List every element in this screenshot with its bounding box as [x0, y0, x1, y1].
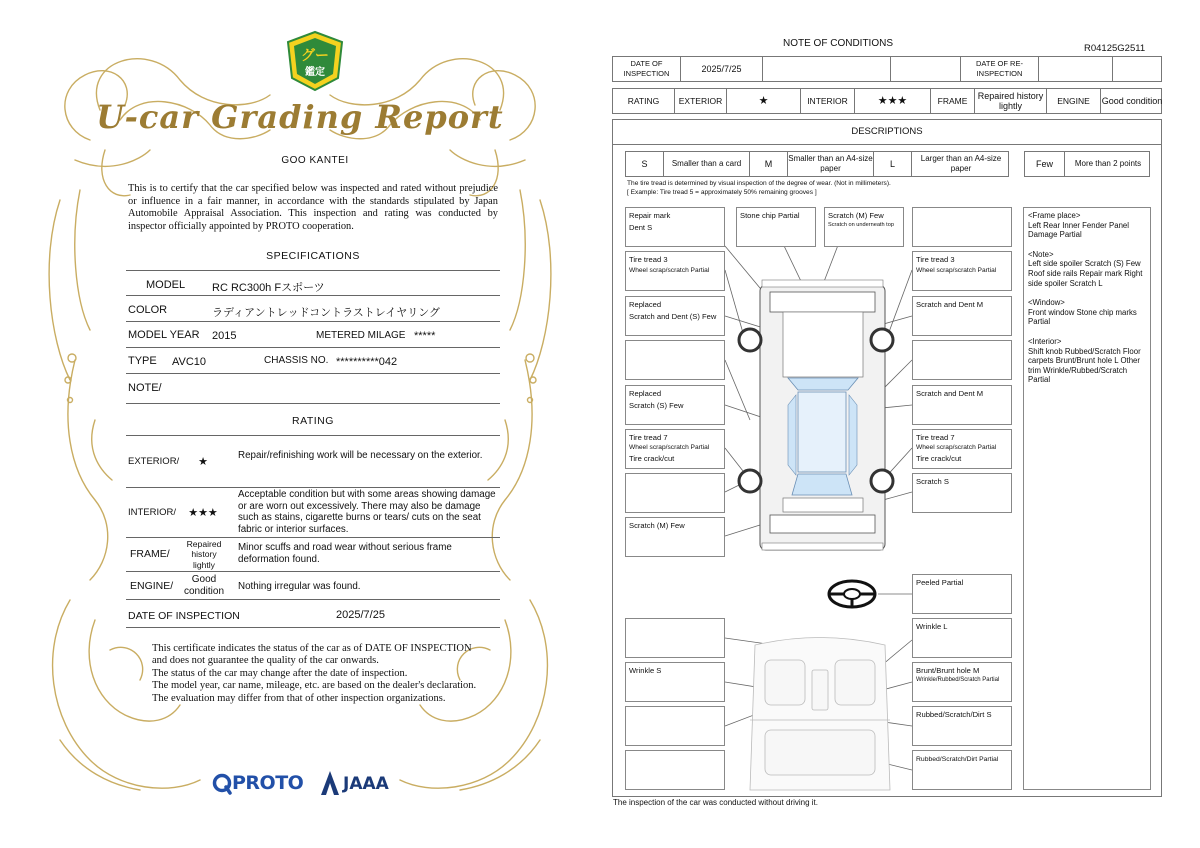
damage-box-headliner — [912, 618, 1012, 658]
frame-value: Repaired history lightly — [975, 89, 1047, 113]
rating-label: RATING — [613, 89, 675, 113]
damage-box-driver-seat — [625, 662, 725, 702]
damage-text: Stone chip Partial — [740, 211, 800, 220]
svg-text:鑑定: 鑑定 — [305, 67, 325, 78]
reference-number: R04125G2511 — [1084, 43, 1146, 54]
damage-box-rear-right — [912, 473, 1012, 513]
goo-kantei-seal-icon — [286, 30, 344, 92]
certification-statement: This is to certify that the car specified below was inspected and rated without prejudice or influence in a fair manner, in accordance with the standards stipulated by Japan Automobile Appraisal Association. This inspection and rating was conducted by inspector officially appointed by PROTO cooperation. — [128, 183, 498, 232]
damage-text: Peeled Partial — [916, 578, 964, 587]
damage-box-left-fender — [625, 296, 725, 336]
note-frame — [1028, 211, 1146, 240]
exterior-stars: ★ — [727, 89, 801, 113]
descriptions-heading: DESCRIPTIONS — [612, 119, 1162, 145]
spec-row-model — [126, 270, 500, 296]
damage-box-front-left-tire — [625, 251, 725, 291]
damage-box-floor — [912, 662, 1012, 702]
interior-stars: ★★★ — [188, 507, 218, 519]
sheet-footer: The inspection of the car was conducted without driving it. — [613, 798, 818, 807]
reinspection-label: DATE OF RE-INSPECTION — [961, 57, 1039, 81]
engine-label: ENGINE/ — [130, 580, 174, 592]
interior-description: Acceptable condition but with some areas showing damage or are worn out excessively. There may also be damage such as stains, cigarette burns or tears/ cuts on the seat fabric or interior surfaces. — [238, 489, 496, 535]
chassis-label: CHASSIS NO. — [264, 355, 329, 366]
spec-row-note — [126, 374, 500, 404]
disclaimer — [152, 643, 482, 705]
color-label: COLOR — [128, 304, 168, 316]
legend-few-desc: More than 2 points — [1074, 159, 1142, 168]
date-label: DATE OF INSPECTION — [613, 57, 681, 81]
exterior-stars: ★ — [198, 456, 208, 468]
engine-description: Nothing irregular was found. — [238, 581, 361, 592]
proto-logo-text: PROTO — [232, 772, 304, 794]
damage-text: Scratch on underneath top — [828, 222, 894, 228]
note-window — [1028, 298, 1146, 327]
note-text: Left side spoiler Scratch (S) Few Roof side rails Repair mark Right side spoiler Scratch L — [1028, 259, 1143, 288]
engine-label: ENGINE — [1047, 89, 1101, 113]
disclaimer-line: The model year, car name, mileage, etc. are based on the dealer's declaration. — [152, 680, 477, 692]
type-value: AVC10 — [172, 356, 207, 368]
damage-text: Scratch and Dent M — [916, 300, 984, 309]
damage-text: Wrinkle S — [629, 666, 662, 675]
model-year-label: MODEL YEAR — [128, 329, 200, 341]
car-body-icon — [760, 280, 885, 550]
damage-box-rear-bumper — [625, 517, 725, 557]
damage-text: Scratch and Dent (S) Few — [629, 312, 717, 321]
disclaimer-line: The status of the car may change after the date of inspection. — [152, 667, 408, 679]
damage-box-empty — [912, 207, 1012, 247]
spec-row-type — [126, 348, 500, 374]
metered-value: ***** — [414, 330, 436, 342]
damage-text: Wrinkle/Rubbed/Scratch Partial — [916, 677, 1000, 683]
note-label: NOTE/ — [128, 382, 162, 394]
rating-row-engine — [126, 572, 500, 600]
damage-text: Replaced — [629, 389, 662, 398]
damage-box-rear-seat — [912, 750, 1012, 790]
damage-text: Wheel scrap/scratch Partial — [629, 444, 710, 451]
disclaimer-line: The evaluation may differ from that of other inspection organizations. — [152, 692, 446, 704]
condition-sheet — [600, 0, 1200, 848]
damage-text: Tire crack/cut — [916, 454, 962, 463]
legend-s-key: S — [626, 152, 664, 176]
damage-box-empty — [625, 618, 725, 658]
note-text: Shift knob Rubbed/Scratch Floor carpets Brunt/Brunt hole L Other trim Wrinkle/Rubbed/Scratch Partial — [1028, 346, 1141, 385]
legend-s-desc: Smaller than a card — [664, 152, 750, 176]
damage-text: Tire tread 3 — [916, 255, 955, 264]
metered-label: METERED MILAGE — [316, 330, 406, 341]
rating-heading: RATING — [292, 415, 334, 427]
damage-box-rear-right-tire — [912, 429, 1012, 469]
legend-few-key: Few — [1025, 152, 1065, 176]
date-value: 2025/7/25 — [681, 57, 763, 81]
damage-text: Brunt/Brunt hole M — [916, 666, 980, 675]
sheet-heading: NOTE OF CONDITIONS — [783, 38, 893, 49]
engine-value: Good condition — [1101, 96, 1163, 106]
damage-text: Tire tread 7 — [916, 433, 955, 442]
damage-text: Replaced — [629, 300, 662, 309]
frame-label: FRAME/ — [130, 548, 170, 560]
damage-box-front-bumper — [625, 207, 725, 247]
damage-text: Tire tread 3 — [629, 255, 668, 264]
color-value: ラディアントレッドコントラストレイヤリング — [212, 307, 441, 319]
note-text: Front window Stone chip marks Partial — [1028, 307, 1137, 327]
disclaimer-line: This certificate indicates the status of the car as of DATE OF INSPECTION and does not guarantee the quality of the car onwards. — [152, 643, 472, 667]
damage-text: Wheel scrap/scratch Partial — [916, 444, 997, 451]
damage-text: Scratch S — [916, 477, 949, 486]
jaaa-logo-text: JAAA — [343, 774, 389, 794]
damage-box-rear-left-tire — [625, 429, 725, 469]
damage-text: Scratch (M) Few — [629, 521, 685, 530]
interior-stars: ★★★ — [855, 89, 931, 113]
report-title: U-car Grading Report — [96, 98, 504, 136]
svg-text:グー: グー — [301, 48, 329, 64]
note-title: <Note> — [1028, 249, 1054, 259]
chassis-value: **********042 — [336, 356, 398, 368]
damage-box-left-door — [625, 385, 725, 425]
damage-text: Scratch (M) Few — [828, 211, 884, 220]
note-title: <Interior> — [1028, 336, 1062, 346]
damage-box-right-fender — [912, 296, 1012, 336]
legend-m-desc: Smaller than an A4-size paper — [788, 152, 874, 176]
legend-m-key: M — [750, 152, 788, 176]
damage-text: Rubbed/Scratch/Dirt Partial — [916, 756, 999, 763]
damage-text: Dent S — [629, 223, 653, 232]
note-interior — [1028, 337, 1146, 385]
interior-label: INTERIOR/ — [128, 507, 177, 518]
type-label: TYPE — [128, 355, 157, 367]
car-interior-icon — [750, 638, 890, 791]
damage-box-empty — [625, 706, 725, 746]
tread-example: [ Example: Tire tread 5 = approximately 50% remaining grooves ] — [627, 189, 817, 196]
damage-box-front-right-tire — [912, 251, 1012, 291]
proto-logo-icon — [212, 772, 232, 796]
note-title: <Frame place> — [1028, 211, 1081, 220]
damage-box-console — [912, 706, 1012, 746]
damage-text: Scratch (S) Few — [629, 401, 684, 410]
rating-row-date — [126, 600, 500, 628]
steering-wheel-icon — [829, 581, 875, 607]
exterior-description: Repair/refinishing work will be necessary on the exterior. — [238, 450, 483, 461]
legend-l-key: L — [874, 152, 912, 176]
damage-text: Scratch and Dent M — [916, 389, 984, 398]
exterior-label: EXTERIOR/ — [128, 456, 180, 467]
exterior-label: EXTERIOR — [675, 89, 727, 113]
spec-row-color — [126, 296, 500, 322]
spec-row-year — [126, 322, 500, 348]
date-value: 2025/7/25 — [336, 609, 385, 621]
frame-description: Minor scuffs and road wear without serious frame deformation found. — [238, 542, 452, 565]
jaaa-logo-icon — [320, 770, 340, 796]
frame-value: Repaired history lightly — [186, 539, 222, 570]
rating-row-frame — [126, 538, 500, 572]
specifications-heading: SPECIFICATIONS — [266, 250, 360, 262]
damage-box-empty — [625, 340, 725, 380]
legend-l-desc: Larger than an A4-size paper — [920, 154, 1002, 173]
damage-text: Repair mark — [629, 211, 671, 220]
model-year-value: 2015 — [212, 330, 237, 342]
model-value: RC RC300h Fスポーツ — [212, 282, 325, 294]
frame-label: FRAME — [931, 89, 975, 113]
damage-box-empty — [625, 750, 725, 790]
damage-text: Tire crack/cut — [629, 454, 675, 463]
note-general — [1028, 250, 1146, 288]
model-label: MODEL — [146, 279, 186, 291]
date-label: DATE OF INSPECTION — [128, 610, 240, 622]
damage-box-right-door — [912, 385, 1012, 425]
damage-box-hood — [736, 207, 816, 247]
damage-text: Tire tread 7 — [629, 433, 668, 442]
notes-panel — [1023, 207, 1151, 790]
damage-box-empty — [625, 473, 725, 513]
damage-box-empty — [912, 340, 1012, 380]
report-subtitle: GOO KANTEI — [281, 155, 349, 166]
damage-text: Wrinkle L — [916, 622, 948, 631]
damage-box-front-underside — [824, 207, 904, 247]
note-text: Left Rear Inner Fender Panel Damage Partial — [1028, 220, 1129, 240]
note-title: <Window> — [1028, 298, 1065, 308]
engine-value: Good condition — [183, 574, 225, 597]
interior-label: INTERIOR — [801, 89, 855, 113]
damage-text: Rubbed/Scratch/Dirt S — [916, 710, 992, 719]
rating-row-exterior — [126, 436, 500, 488]
tread-note: The tire tread is determined by visual inspection of the degree of wear. (Not in millimeters). — [627, 180, 891, 187]
damage-text: Wheel scrap/scratch Partial — [916, 267, 997, 274]
rating-row-interior — [126, 488, 500, 538]
damage-text: Wheel scrap/scratch Partial — [629, 267, 710, 274]
damage-box-steering — [912, 574, 1012, 614]
